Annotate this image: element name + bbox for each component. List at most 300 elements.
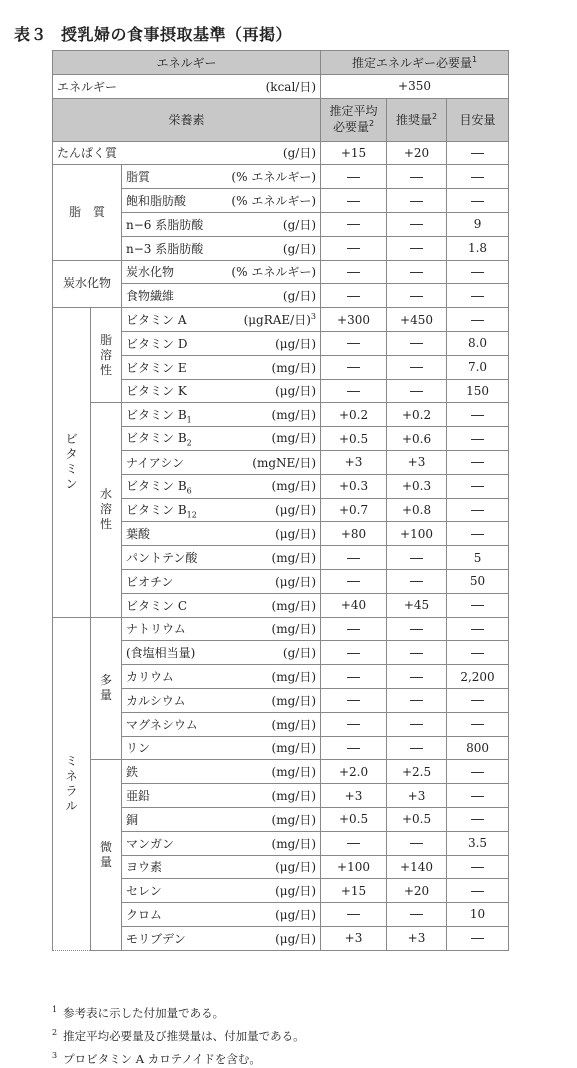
ear-value: +2.0 xyxy=(321,760,387,784)
nutrient-label-cell xyxy=(122,284,321,308)
ai-value: 8.0 xyxy=(447,331,509,355)
ear-value xyxy=(321,260,387,284)
nutrient-unit xyxy=(272,692,316,709)
nutrient-unit xyxy=(283,216,316,233)
footnote-number: 1 xyxy=(52,1005,58,1014)
nutrient-name: カリウム xyxy=(126,670,174,685)
nutrient-name: ビタミン B xyxy=(126,431,187,446)
nutrient-label-cell xyxy=(122,189,321,213)
nutrient-label-cell xyxy=(122,236,321,260)
subscript: 2 xyxy=(186,438,192,448)
ear-value: +3 xyxy=(321,926,387,950)
table-row xyxy=(53,355,509,379)
unit-text: (mg/日) xyxy=(271,693,317,708)
group-mineral xyxy=(53,617,91,950)
nutrient-header: 栄養素 xyxy=(53,98,321,141)
nutrient-unit xyxy=(231,263,316,280)
nutrient-label-cell xyxy=(122,784,321,808)
nutrient-unit xyxy=(275,525,316,542)
rda-value xyxy=(387,355,447,379)
rda-value: +2.5 xyxy=(387,760,447,784)
table-row xyxy=(53,474,509,498)
nutrient-unit xyxy=(272,359,316,376)
dash-mark xyxy=(471,153,484,154)
ai-value xyxy=(447,189,509,213)
energy-unit: (kcal/日) xyxy=(265,79,317,94)
ai-value xyxy=(447,688,509,712)
ear-header-line2: 必要量 xyxy=(332,120,369,135)
footnote-marker: 2 xyxy=(368,119,375,129)
unit-text: (g/日) xyxy=(282,646,317,661)
rda-value xyxy=(387,617,447,641)
dash-mark xyxy=(410,677,423,678)
nutrient-unit xyxy=(272,811,316,828)
rda-value xyxy=(387,831,447,855)
ai-value xyxy=(447,450,509,474)
table-title-text: 授乳婦の食事摂取基準（再掲） xyxy=(61,25,293,44)
table-row xyxy=(53,331,509,355)
ear-value xyxy=(321,212,387,236)
nutrient-label-cell xyxy=(122,903,321,927)
table-number: 表３ xyxy=(14,25,48,44)
rda-value: +3 xyxy=(387,784,447,808)
footnotes xyxy=(52,1000,305,1068)
group-major-label-char: 量 xyxy=(99,688,112,703)
dash-mark xyxy=(347,177,360,178)
rda-value xyxy=(387,569,447,593)
nutrient-unit xyxy=(275,501,316,518)
ai-value: 1.8 xyxy=(447,236,509,260)
ai-value xyxy=(447,498,509,522)
nutrient-label-cell xyxy=(122,617,321,641)
ear-header xyxy=(321,98,387,141)
nutrient-unit xyxy=(272,620,316,637)
footnote-marker: 1 xyxy=(471,54,478,64)
ear-value xyxy=(321,736,387,760)
dash-mark xyxy=(471,700,484,701)
group-major xyxy=(91,617,122,760)
dash-mark xyxy=(471,724,484,725)
nutrient-name: ビタミン E xyxy=(126,360,187,375)
protein-label: たんぱく質 xyxy=(57,146,118,161)
group-fat-soluble-label xyxy=(95,333,117,378)
ear-value xyxy=(321,712,387,736)
table-row xyxy=(53,236,509,260)
rda-value: +45 xyxy=(387,593,447,617)
nutrient-unit xyxy=(272,429,316,446)
nutrient-unit xyxy=(272,668,316,685)
nutrient-name: 食物繊維 xyxy=(126,289,175,304)
dash-mark xyxy=(410,724,423,725)
dash-mark xyxy=(471,510,484,511)
dash-mark xyxy=(347,700,360,701)
nutrient-name: ビタミン B xyxy=(126,407,187,422)
ear-value: +3 xyxy=(321,450,387,474)
nutrient-name: マンガン xyxy=(126,836,175,851)
unit-text: (μg/日) xyxy=(275,336,317,351)
protein-rda: +20 xyxy=(387,141,447,165)
table-row xyxy=(53,403,509,427)
nutrient-name: ビタミン D xyxy=(126,336,188,351)
nutrient-unit xyxy=(244,311,316,328)
table-row xyxy=(53,308,509,332)
footnote-text: プロビタミン A カロテノイドを含む。 xyxy=(63,1051,261,1066)
ai-value xyxy=(447,522,509,546)
dash-mark xyxy=(347,581,360,582)
nutrient-label-cell xyxy=(122,427,321,451)
dash-mark xyxy=(347,343,360,344)
nutrient-label-cell xyxy=(122,593,321,617)
rda-value xyxy=(387,665,447,689)
group-vitamin-label-char: ミ xyxy=(65,462,78,477)
rda-value: +0.6 xyxy=(387,427,447,451)
dash-mark xyxy=(347,558,360,559)
unit-text: (mg/日) xyxy=(271,670,317,685)
ai-value xyxy=(447,260,509,284)
ai-value: 150 xyxy=(447,379,509,403)
unit-text: (mg/日) xyxy=(271,431,317,446)
rda-header-label: 推奨量 xyxy=(395,113,432,128)
protein-ear: +15 xyxy=(321,141,387,165)
subscript: 12 xyxy=(186,510,197,520)
need-header xyxy=(321,51,509,75)
nutrient-name: ビタミン K xyxy=(126,384,187,399)
unit-text: (μg/日) xyxy=(275,931,317,946)
ear-value xyxy=(321,546,387,570)
dash-mark xyxy=(471,796,484,797)
group-water-soluble-label xyxy=(95,487,117,532)
ear-value: +0.3 xyxy=(321,474,387,498)
unit-text: (μg/日) xyxy=(275,384,317,399)
nutrient-unit xyxy=(272,739,316,756)
nutrient-name: ビタミン B xyxy=(126,502,187,517)
unit-text: (% エネルギー) xyxy=(231,265,317,280)
nutrient-label-cell xyxy=(122,546,321,570)
ai-value: 800 xyxy=(447,736,509,760)
ai-value: 7.0 xyxy=(447,355,509,379)
ai-value xyxy=(447,284,509,308)
group-mineral-label-char: ミ xyxy=(65,753,78,768)
table-row xyxy=(53,641,509,665)
group-fat-soluble xyxy=(91,308,122,403)
nutrient-label-cell xyxy=(122,688,321,712)
energy-row xyxy=(53,74,509,98)
nutrient-unit xyxy=(272,406,316,423)
nutrient-label-cell xyxy=(122,879,321,903)
nutrient-name: 亜鉛 xyxy=(126,789,151,803)
dash-mark xyxy=(471,605,484,606)
nutrient-name: マグネシウム xyxy=(126,717,198,732)
nutrient-label-cell xyxy=(122,665,321,689)
rda-value xyxy=(387,379,447,403)
unit-text: (mg/日) xyxy=(271,622,317,637)
nutrient-name: モリブデン xyxy=(126,931,186,946)
ear-value: +0.5 xyxy=(321,807,387,831)
ai-header: 目安量 xyxy=(447,98,509,141)
ai-value xyxy=(447,784,509,808)
nutrient-label-cell xyxy=(122,807,321,831)
rda-value: +450 xyxy=(387,308,447,332)
dash-mark xyxy=(410,272,423,273)
dash-mark xyxy=(410,248,423,249)
group-vitamin-label-char: ビ xyxy=(65,432,78,447)
table-row xyxy=(53,569,509,593)
unit-text: (% エネルギー) xyxy=(231,194,317,209)
nutrient-label-cell xyxy=(122,831,321,855)
table-row xyxy=(53,760,509,784)
header-row-nutrient xyxy=(53,98,509,141)
rda-value xyxy=(387,212,447,236)
unit-text: (mgNE/日) xyxy=(252,455,317,470)
group-fat-soluble-label-char: 脂 xyxy=(99,332,112,347)
nutrient-label-cell xyxy=(122,165,321,189)
ai-value xyxy=(447,165,509,189)
ear-value xyxy=(321,903,387,927)
ear-value xyxy=(321,831,387,855)
ai-value xyxy=(447,641,509,665)
footnote xyxy=(52,1023,305,1046)
nutrient-label-cell xyxy=(122,712,321,736)
ear-value xyxy=(321,284,387,308)
dash-mark xyxy=(410,629,423,630)
nutrient-unit xyxy=(275,573,316,590)
group-trace-label-char: 微 xyxy=(99,840,112,854)
ear-value xyxy=(321,569,387,593)
nutrient-unit xyxy=(252,454,316,471)
rda-value: +100 xyxy=(387,522,447,546)
dash-mark xyxy=(347,296,360,297)
table-row xyxy=(53,189,509,213)
nutrient-label-cell xyxy=(122,569,321,593)
table-row xyxy=(53,522,509,546)
nutrient-label-cell xyxy=(122,855,321,879)
dash-mark xyxy=(410,296,423,297)
rda-value xyxy=(387,189,447,213)
dash-mark xyxy=(347,748,360,749)
dash-mark xyxy=(471,819,484,820)
nutrient-name: ビタミン A xyxy=(126,313,187,328)
rda-value xyxy=(387,165,447,189)
dash-mark xyxy=(471,177,484,178)
footnote-number: 3 xyxy=(52,1050,58,1060)
dash-mark xyxy=(471,891,484,892)
ear-value xyxy=(321,165,387,189)
subscript: 6 xyxy=(186,486,192,496)
ai-value: 10 xyxy=(447,903,509,927)
ear-value: +40 xyxy=(321,593,387,617)
group-vitamin xyxy=(53,308,91,617)
table-row xyxy=(53,712,509,736)
dash-mark xyxy=(410,343,423,344)
group-water-soluble-label-char: 性 xyxy=(99,517,112,532)
nutrient-unit xyxy=(272,835,316,852)
nutrient-label-cell xyxy=(122,212,321,236)
nutrient-name: 飽和脂肪酸 xyxy=(126,194,187,209)
unit-text: (μgRAE/日) xyxy=(243,313,311,328)
energy-value: +350 xyxy=(321,74,509,98)
dash-mark xyxy=(471,320,484,321)
ear-value: +100 xyxy=(321,855,387,879)
nutrient-name: ビタミン B xyxy=(126,478,187,493)
rda-value xyxy=(387,641,447,665)
table-row xyxy=(53,879,509,903)
nutrient-label-cell xyxy=(122,260,321,284)
dash-mark xyxy=(471,296,484,297)
dash-mark xyxy=(410,914,423,915)
dash-mark xyxy=(471,867,484,868)
dash-mark xyxy=(410,201,423,202)
ai-value xyxy=(447,926,509,950)
table-row xyxy=(53,498,509,522)
protein-unit: (g/日) xyxy=(282,146,317,161)
table-row xyxy=(53,855,509,879)
table-row xyxy=(53,831,509,855)
nutrient-label-cell xyxy=(122,379,321,403)
dash-mark xyxy=(410,700,423,701)
table-row xyxy=(53,903,509,927)
ear-value: +15 xyxy=(321,879,387,903)
nutrient-label-cell xyxy=(122,474,321,498)
nutrient-label-cell xyxy=(122,736,321,760)
nutrient-name: 銅 xyxy=(126,812,139,827)
energy-header: エネルギー xyxy=(53,51,321,75)
ai-value xyxy=(447,855,509,879)
nutrient-label-cell xyxy=(122,450,321,474)
unit-text: (μg/日) xyxy=(275,527,317,542)
nutrient-name: カルシウム xyxy=(126,693,186,708)
rda-value xyxy=(387,236,447,260)
rda-header xyxy=(387,98,447,141)
dash-mark xyxy=(471,938,484,939)
group-fat-soluble-label-char: 性 xyxy=(99,362,112,377)
nutrient-unit xyxy=(275,335,316,352)
nutrient-name: (食塩相当量) xyxy=(126,646,196,661)
dash-mark xyxy=(471,629,484,630)
group-lipid: 脂 質 xyxy=(53,165,122,260)
table-row xyxy=(53,593,509,617)
dash-mark xyxy=(347,224,360,225)
need-header-label: 推定エネルギー必要量 xyxy=(351,55,472,70)
ear-value xyxy=(321,688,387,712)
ai-value xyxy=(447,760,509,784)
group-carb: 炭水化物 xyxy=(53,260,122,308)
ear-header-line1: 推定平均 xyxy=(329,103,378,118)
ai-value xyxy=(447,474,509,498)
dash-mark xyxy=(347,724,360,725)
nutrient-name: セレン xyxy=(126,884,162,899)
nutrient-unit xyxy=(272,716,316,733)
unit-text: (% エネルギー) xyxy=(231,170,317,185)
group-major-label xyxy=(95,673,117,703)
ai-value xyxy=(447,308,509,332)
ai-value xyxy=(447,427,509,451)
table-row xyxy=(53,450,509,474)
nutrient-name: リン xyxy=(126,741,151,756)
dash-mark xyxy=(347,367,360,368)
group-water-soluble-label-char: 溶 xyxy=(99,502,112,517)
nutrient-unit xyxy=(272,549,316,566)
table-row xyxy=(53,260,509,284)
table-row xyxy=(53,546,509,570)
table-row xyxy=(53,284,509,308)
dash-mark xyxy=(347,677,360,678)
unit-text: (mg/日) xyxy=(271,741,317,756)
rda-value: +0.8 xyxy=(387,498,447,522)
unit-text: (mg/日) xyxy=(271,478,317,493)
protein-row xyxy=(53,141,509,165)
rda-value xyxy=(387,546,447,570)
rda-value xyxy=(387,903,447,927)
ear-value: +80 xyxy=(321,522,387,546)
table-row xyxy=(53,427,509,451)
dash-mark xyxy=(347,201,360,202)
nutrient-unit xyxy=(283,644,316,661)
nutrient-unit xyxy=(272,597,316,614)
ai-value: 5 xyxy=(447,546,509,570)
group-mineral-label xyxy=(57,754,86,814)
ear-value xyxy=(321,379,387,403)
ear-value: +0.5 xyxy=(321,427,387,451)
nutrient-name: ヨウ素 xyxy=(126,860,163,875)
nutrient-label-cell xyxy=(122,331,321,355)
ai-value: 50 xyxy=(447,569,509,593)
nutrient-unit xyxy=(272,763,316,780)
unit-text: (mg/日) xyxy=(271,551,317,566)
rda-value: +3 xyxy=(387,926,447,950)
protein-ai xyxy=(447,141,509,165)
group-water-soluble xyxy=(91,403,122,617)
nutrient-label-cell xyxy=(122,760,321,784)
group-mineral-label-char: ル xyxy=(65,798,78,813)
ear-value xyxy=(321,355,387,379)
nutrient-unit xyxy=(275,858,316,875)
footnote xyxy=(52,1000,305,1023)
dash-mark xyxy=(471,415,484,416)
nutrient-unit xyxy=(231,192,316,209)
table-row xyxy=(53,688,509,712)
nutrient-name: ナイアシン xyxy=(126,455,185,470)
table-row xyxy=(53,212,509,236)
dash-mark xyxy=(347,914,360,915)
unit-text: (g/日) xyxy=(282,241,317,256)
dash-mark xyxy=(410,748,423,749)
dash-mark xyxy=(347,248,360,249)
nutrient-name: クロム xyxy=(126,907,163,922)
table-row xyxy=(53,926,509,950)
ai-value: 2,200 xyxy=(447,665,509,689)
nutrient-name: ナトリウム xyxy=(126,622,186,637)
dash-mark xyxy=(471,653,484,654)
group-trace-label-char: 量 xyxy=(99,855,112,869)
group-major-label-char: 多 xyxy=(99,673,112,688)
rda-value xyxy=(387,688,447,712)
table-row xyxy=(53,165,509,189)
nutrient-name: 葉酸 xyxy=(126,527,151,542)
footnote-marker: 2 xyxy=(431,112,438,122)
rda-value xyxy=(387,712,447,736)
dash-mark xyxy=(347,843,360,844)
footnote-marker: 3 xyxy=(310,312,317,322)
nutrient-label-cell xyxy=(122,926,321,950)
nutrient-name: ビタミン C xyxy=(126,598,187,613)
nutrient-unit xyxy=(283,287,316,304)
dash-mark xyxy=(471,772,484,773)
dash-mark xyxy=(410,224,423,225)
ear-value xyxy=(321,641,387,665)
unit-text: (μg/日) xyxy=(275,907,317,922)
nutrient-unit xyxy=(275,930,316,947)
nutrient-unit xyxy=(231,168,316,185)
